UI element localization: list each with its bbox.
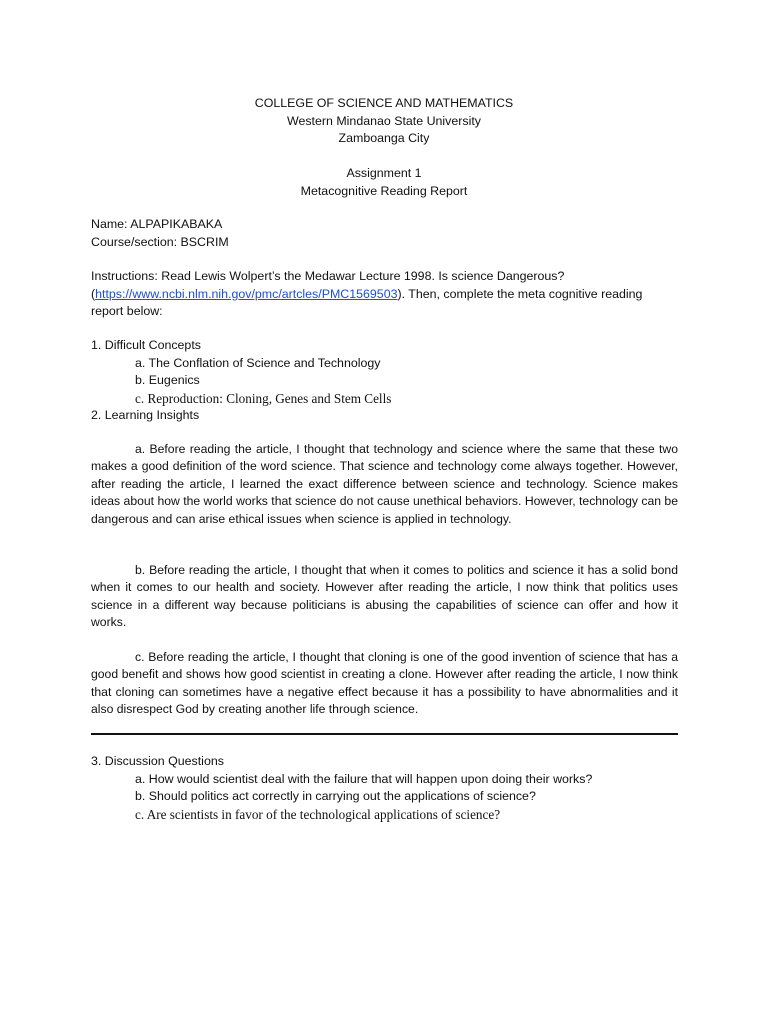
instructions-continued: ). Then, complete the meta cognitive reading (397, 286, 643, 301)
discussion-item: a. How would scientist deal with the failure that will happen upon doing their works? (135, 771, 593, 786)
difficult-concepts-heading: 1. Difficult Concepts (91, 338, 201, 352)
instructions-end: report below: (91, 304, 163, 318)
student-info (91, 216, 678, 251)
section-divider (91, 733, 678, 735)
insight-paragraph: a. Before reading the article, I thought that technology and science where the same that these two makes a good definition of the word science. That science and technology come always together. However, after reading the article, I learned the exact difference between science and technology. Science makes ideas about how the world works that science do not cause unethical behaviors. However, technology can be dangerous and can arise ethical issues when science is applied in technology. (91, 442, 678, 526)
concept-item: a. The Conflation of Science and Technology (135, 355, 381, 370)
insight-paragraph: c. Before reading the article, I thought that cloning is one of the good invention of science that has a good benefit and shows how good scientist in creating a clone. However after reading the article, I now think that cloning can sometimes have a negative effect because it has a possibility to have abnormalities and it also disrespect God by creating another life through science. (91, 650, 678, 717)
discussion-item: c. Are scientists in favor of the technological applications of science? (135, 806, 501, 822)
instructions-link-line: (https://www.ncbi.nlm.nih.gov/pmc/artcles/PMC1569503). Then, complete the meta cognitive reading (91, 286, 643, 301)
instructions-text: Instructions: Read Lewis Wolpert’s the Medawar Lecture 1998. Is science Dangerous? (91, 269, 565, 283)
university-name: Western Mindanao State University (287, 113, 481, 128)
learning-insights-heading: 2. Learning Insights (91, 408, 200, 422)
concept-item: c. Reproduction: Cloning, Genes and Stem Cells (135, 390, 392, 406)
report-title: Metacognitive Reading Report (300, 183, 468, 198)
discussion-heading: 3. Discussion Questions (91, 754, 224, 768)
document-header (0, 95, 768, 200)
course-section: Course/section: BSCRIM (91, 234, 229, 249)
insight-paragraph-b (91, 562, 678, 632)
difficult-concepts-section (91, 337, 678, 425)
assignment-number: Assignment 1 (346, 166, 422, 180)
college-name: COLLEGE OF SCIENCE AND MATHEMATICS (254, 96, 514, 110)
article-link[interactable]: https://www.ncbi.nlm.nih.gov/pmc/artcles/PMC1569503 (95, 286, 398, 301)
insight-paragraph-c (91, 649, 678, 719)
discussion-item: b. Should politics act correctly in carrying out the applications of science? (135, 789, 536, 803)
student-name: Name: ALPAPIKABAKA (91, 217, 223, 231)
instructions (91, 268, 678, 321)
city-name: Zamboanga City (338, 131, 430, 145)
concept-item: b. Eugenics (135, 373, 200, 387)
discussion-section (91, 753, 678, 823)
insight-paragraph: b. Before reading the article, I thought that when it comes to politics and science it has a solid bond when it comes to our health and society. However after reading the article, I now think that politics uses science in a different way because politicians is abusing the capabilities of science can offer and how it works. (91, 563, 678, 630)
insight-paragraph-a (91, 441, 678, 528)
